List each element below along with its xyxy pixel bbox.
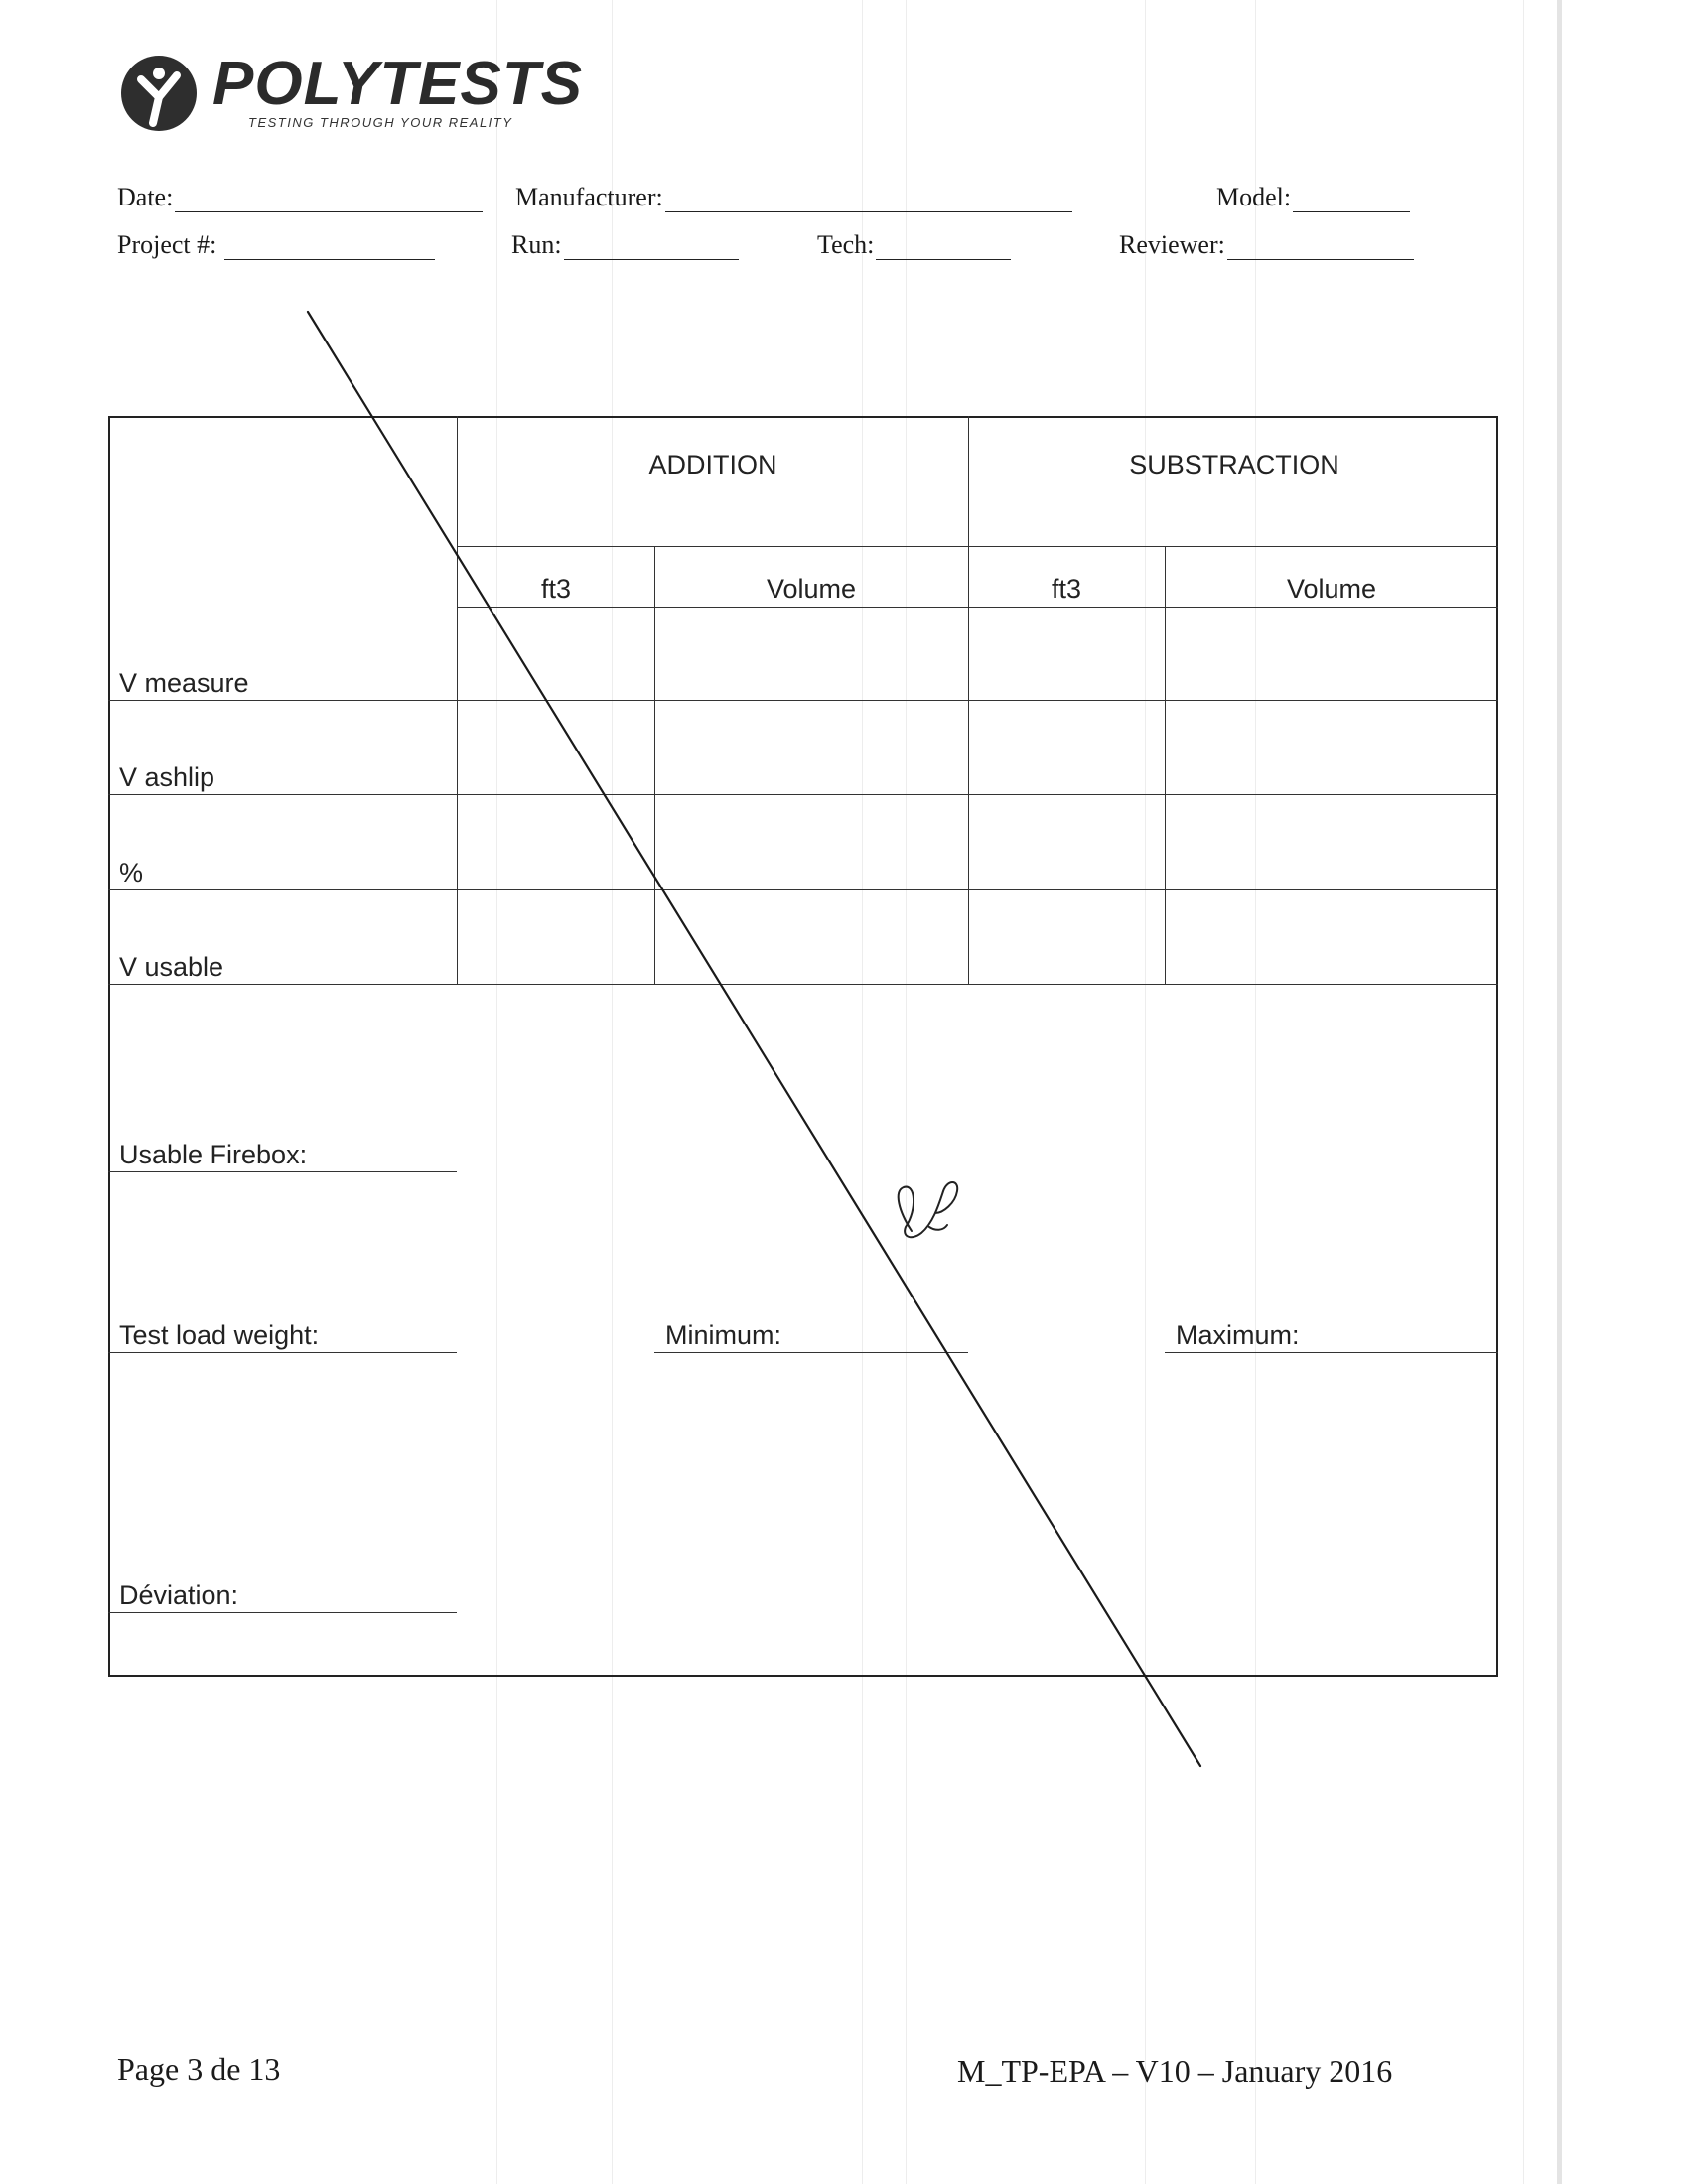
subtraction-ft3-header: ft3 <box>1051 574 1082 604</box>
row-label-percent: % <box>119 858 144 887</box>
deviation-blank[interactable] <box>108 1612 457 1613</box>
addition-ft3-header: ft3 <box>540 574 572 604</box>
date-field[interactable] <box>117 183 483 212</box>
run-label: Run: <box>511 230 562 259</box>
grid-line <box>108 889 1498 890</box>
project-blank[interactable] <box>224 233 435 260</box>
deviation-label: Déviation: <box>119 1580 239 1610</box>
grid-line <box>108 700 1498 701</box>
run-blank[interactable] <box>564 233 739 260</box>
row-label-v-usable: V usable <box>119 952 224 982</box>
page-number: Page 3 de 13 <box>117 2051 281 2087</box>
usable-firebox-blank[interactable] <box>108 1171 457 1172</box>
scan-edge <box>1557 0 1562 2184</box>
test-load-weight-blank[interactable] <box>108 1352 457 1353</box>
reviewer-blank[interactable] <box>1227 233 1414 260</box>
model-blank[interactable] <box>1293 186 1410 212</box>
run-field[interactable] <box>511 230 739 260</box>
row-label-v-measure: V measure <box>119 668 249 698</box>
subtraction-volume-header: Volume <box>1286 574 1377 604</box>
logo-tagline: TESTING THROUGH YOUR REALITY <box>248 115 513 130</box>
tech-field[interactable] <box>817 230 1011 260</box>
reviewer-field[interactable] <box>1119 230 1414 260</box>
project-field[interactable] <box>117 230 435 260</box>
minimum-blank[interactable] <box>654 1352 968 1353</box>
manufacturer-field[interactable] <box>515 183 1072 212</box>
date-label: Date: <box>117 183 174 211</box>
grid-line <box>108 794 1498 795</box>
v-measure-subtraction-ft3-cell[interactable] <box>969 608 1164 699</box>
document-reference: M_TP-EPA – V10 – January 2016 <box>957 2053 1393 2089</box>
model-field[interactable] <box>1216 183 1410 212</box>
addition-header: ADDITION <box>648 450 777 479</box>
addition-volume-header: Volume <box>766 574 857 604</box>
tech-label: Tech: <box>817 230 875 259</box>
v-measure-addition-volume-cell[interactable] <box>655 608 967 699</box>
v-measure-addition-ft3-cell[interactable] <box>458 608 653 699</box>
test-load-weight-label: Test load weight: <box>119 1320 320 1350</box>
grid-line <box>457 546 1498 547</box>
logo-wordmark: POLYTESTS <box>212 50 584 118</box>
usable-firebox-label: Usable Firebox: <box>119 1140 308 1169</box>
manufacturer-label: Manufacturer: <box>515 183 663 211</box>
project-label: Project #: <box>117 230 217 259</box>
model-label: Model: <box>1216 183 1292 211</box>
company-logo <box>119 50 584 141</box>
v-measure-subtraction-volume-cell[interactable] <box>1166 608 1496 699</box>
maximum-blank[interactable] <box>1165 1352 1498 1353</box>
grid-line <box>108 984 1498 985</box>
tech-blank[interactable] <box>876 233 1011 260</box>
subtraction-header: SUBSTRACTION <box>1129 450 1339 479</box>
reviewer-label: Reviewer: <box>1119 230 1225 259</box>
minimum-label: Minimum: <box>665 1320 782 1350</box>
manufacturer-blank[interactable] <box>665 186 1072 212</box>
scan-artifact-line <box>1523 0 1524 2184</box>
row-label-v-ashlip: V ashlip <box>119 762 215 792</box>
runner-logo-icon <box>119 54 199 133</box>
date-blank[interactable] <box>175 186 483 212</box>
usable-volume-table <box>108 416 1498 1677</box>
maximum-label: Maximum: <box>1176 1320 1300 1350</box>
